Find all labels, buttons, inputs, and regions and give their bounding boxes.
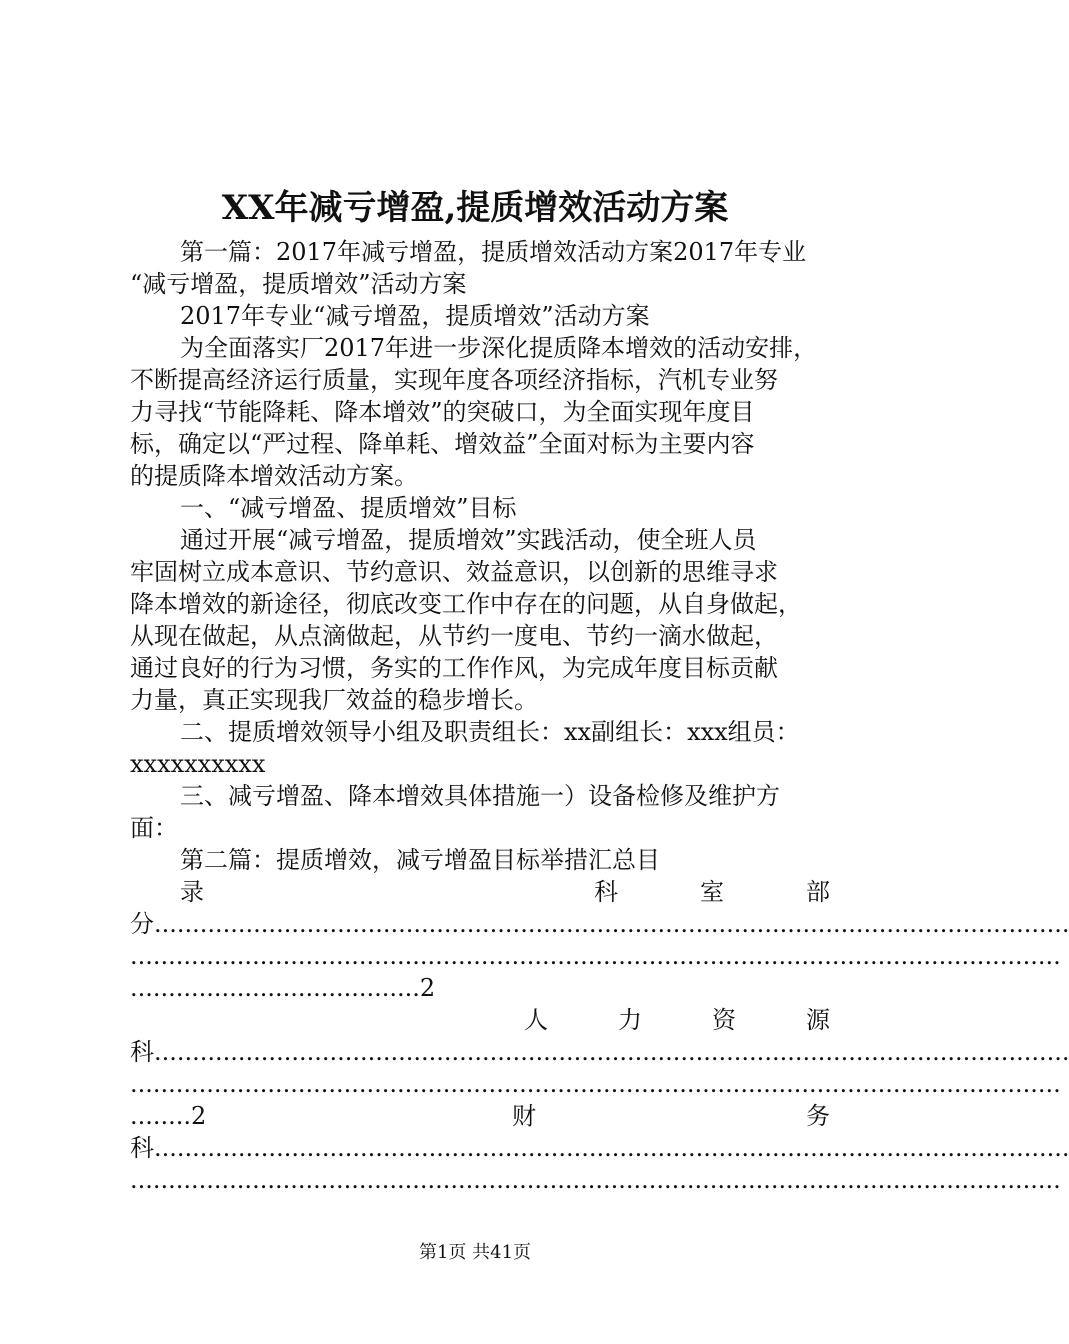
paragraph-line: 面： [130, 814, 178, 842]
toc-leader-line [130, 1132, 1069, 1164]
toc-entry-3-title [512, 1100, 830, 1132]
paragraph-line: 降本增效的新途径，彻底改变工作中存在的问题，从自身做起， [130, 590, 802, 618]
paragraph-line: 力量，真正实现我厂效益的稳步增长。 [130, 686, 538, 714]
toc-dot-leader: .......................................................................................................................... [130, 1166, 1061, 1194]
toc-char: 务 [806, 1102, 830, 1130]
toc-char: 力 [618, 1006, 642, 1034]
paragraph-line: 通过开展“减亏增盈，提质增效”实践活动，使全班人员 [180, 526, 757, 554]
section-heading: 三、减亏增盈、降本增效具体措施一）设备检修及维护方 [180, 782, 780, 810]
toc-char: 部 [806, 878, 830, 906]
section-heading: 二、提质增效领导小组及职责组长：xx副组长：xxx组员： [180, 718, 800, 746]
toc-entry-1-title [594, 876, 830, 908]
paragraph-line: 通过良好的行为习惯，务实的工作作风，为完成年度目标贡献 [130, 654, 778, 682]
paragraph-line: xxxxxxxxxx [130, 750, 266, 778]
toc-dot-leader: ........ [130, 1102, 192, 1130]
paragraph-line: 的提质降本增效活动方案。 [130, 462, 418, 490]
paragraph-line: 牢固树立成本意识、节约意识、效益意识，以创新的思维寻求 [130, 558, 778, 586]
section-heading: 第二篇：提质增效，减亏增盈目标举措汇总目 [180, 846, 660, 874]
paragraph-line: 第一篇：2017年减亏增盈，提质增效活动方案2017年专业 [180, 238, 807, 266]
toc-char: 室 [700, 878, 724, 906]
paragraph-line: 从现在做起，从点滴做起，从节约一度电、节约一滴水做起， [130, 622, 778, 650]
toc-char: 源 [806, 1006, 830, 1034]
toc-leader-line [130, 1036, 1069, 1068]
toc-dot-leader: .......................................................................................................................... [130, 1070, 1061, 1098]
toc-page-number: 2 [419, 974, 436, 1002]
document-title: XX年减亏增盈,提质增效活动方案 [221, 188, 729, 228]
paragraph-line: 2017年专业“减亏增盈，提质增效”活动方案 [180, 302, 650, 330]
toc-char: 分 [130, 910, 154, 938]
toc-char: 科 [130, 1134, 154, 1162]
paragraph-line: 不断提高经济运行质量，实现年度各项经济指标，汽机专业努 [130, 366, 778, 394]
paragraph-line: 为全面落实厂2017年进一步深化提质降本增效的活动安排， [180, 334, 818, 362]
paragraph-line: 力寻找“节能降耗、降本增效”的突破口，为全面实现年度目 [130, 398, 755, 426]
toc-dot-leader: .......................................................................................................................... [130, 942, 1061, 970]
toc-dot-leader: ........................................................................................................................ [154, 1038, 1069, 1066]
toc-heading: 录 [180, 878, 204, 906]
paragraph-line: “减亏增盈，提质增效”活动方案 [130, 270, 467, 298]
toc-entry-2-title [524, 1004, 830, 1036]
toc-page-number: 2 [191, 1102, 207, 1130]
paragraph-line: 标，确定以“严过程、降单耗、增效益”全面对标为主要内容 [130, 430, 755, 458]
toc-dot-leader: ...................................... [130, 974, 420, 1002]
toc-dot-leader: ........................................................................................................................ [154, 910, 1069, 938]
toc-char: 人 [524, 1006, 548, 1034]
toc-char: 财 [512, 1102, 536, 1130]
page-footer: 第1页 共41页 [418, 1242, 532, 1263]
toc-leader-line [130, 908, 1069, 940]
toc-char: 科 [130, 1038, 154, 1066]
section-heading: 一、“减亏增盈、提质增效”目标 [180, 494, 517, 522]
toc-char: 科 [594, 878, 618, 906]
toc-leader-line [130, 972, 830, 1004]
toc-dot-leader: ........................................................................................................................ [154, 1134, 1069, 1162]
toc-char: 资 [712, 1006, 736, 1034]
